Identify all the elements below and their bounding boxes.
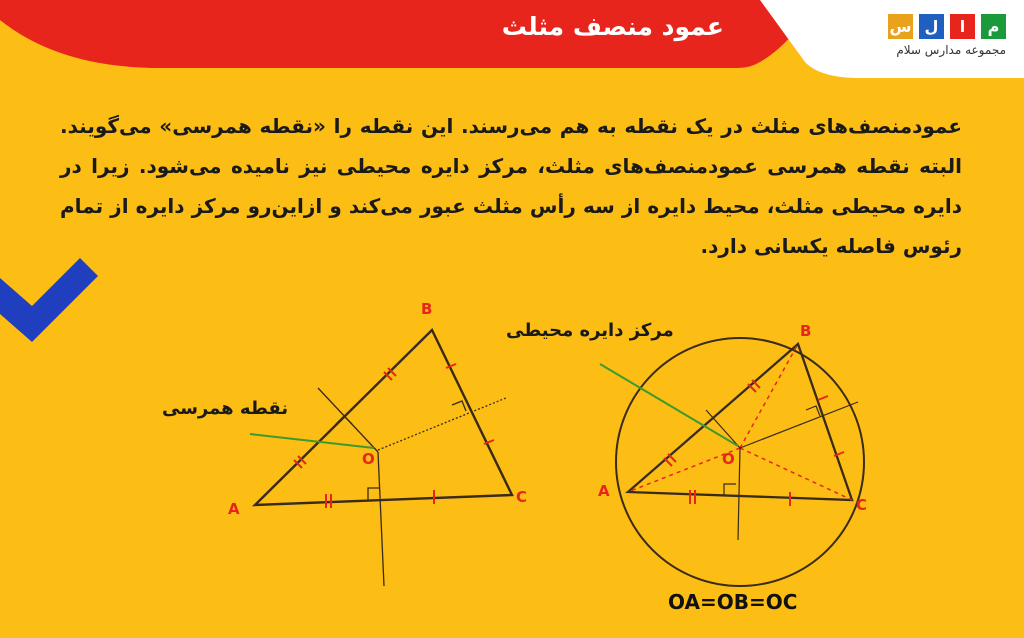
right-vertex-b: B — [800, 322, 812, 340]
left-pointer-line — [250, 434, 374, 448]
bisector-ac — [378, 452, 384, 586]
left-triangle-figure — [255, 330, 512, 586]
left-vertex-c: C — [516, 488, 528, 506]
right-center-o: O — [722, 450, 735, 468]
right-angle-box-2 — [724, 484, 736, 496]
right-angle-box-1 — [806, 406, 820, 416]
right-circle-figure — [616, 338, 864, 586]
left-triangle — [255, 330, 512, 505]
right-vertex-c: C — [856, 496, 868, 514]
left-center-o: O — [362, 450, 375, 468]
page-title: عمود منصف مثلث — [501, 12, 724, 41]
right-angle-ac — [368, 488, 380, 500]
left-vertex-b: B — [421, 300, 433, 318]
right-vertex-a: A — [598, 482, 610, 500]
logo-letter-sin: س — [888, 14, 913, 39]
right-bisector-ac — [738, 448, 740, 540]
equal-distance-equation: OA=OB=OC — [668, 590, 798, 614]
circumcenter-label: مرکز دایره محیطی — [506, 320, 674, 341]
blue-chevron-decoration — [0, 258, 98, 342]
logo-name: مجموعه مدارس سلام — [896, 43, 1006, 57]
explanation-paragraph: عمودمنصف‌های مثلث در یک نقطه به هم می‌رسند. این نقطه را «نقطه همرسی» می‌گویند. البته نقطه همرسی عمودمنصف‌های مثلث، مرکز دایره محیطی نیز نامیده می‌شود. زیرا در دایره محیطی مثلث، محیط دایره از سه رأس مثلث عبور می‌کند و ازاین‌رو مرکز دایره از تمام رئوس فاصله یکسانی دارد. — [60, 114, 962, 258]
logo-letter-lam: ل — [919, 14, 944, 39]
left-vertex-a: A — [228, 500, 240, 518]
right-bisector-bc — [740, 402, 858, 448]
logo-letter-alef: ا — [950, 14, 975, 39]
right-pointer-line — [600, 364, 738, 446]
right-angle-bc — [452, 401, 466, 411]
radius-dashed-lines — [628, 344, 852, 500]
concurrency-point-label: نقطه همرسی — [162, 398, 289, 419]
right-triangle — [628, 344, 852, 500]
logo-letter-mim: م — [981, 14, 1006, 39]
